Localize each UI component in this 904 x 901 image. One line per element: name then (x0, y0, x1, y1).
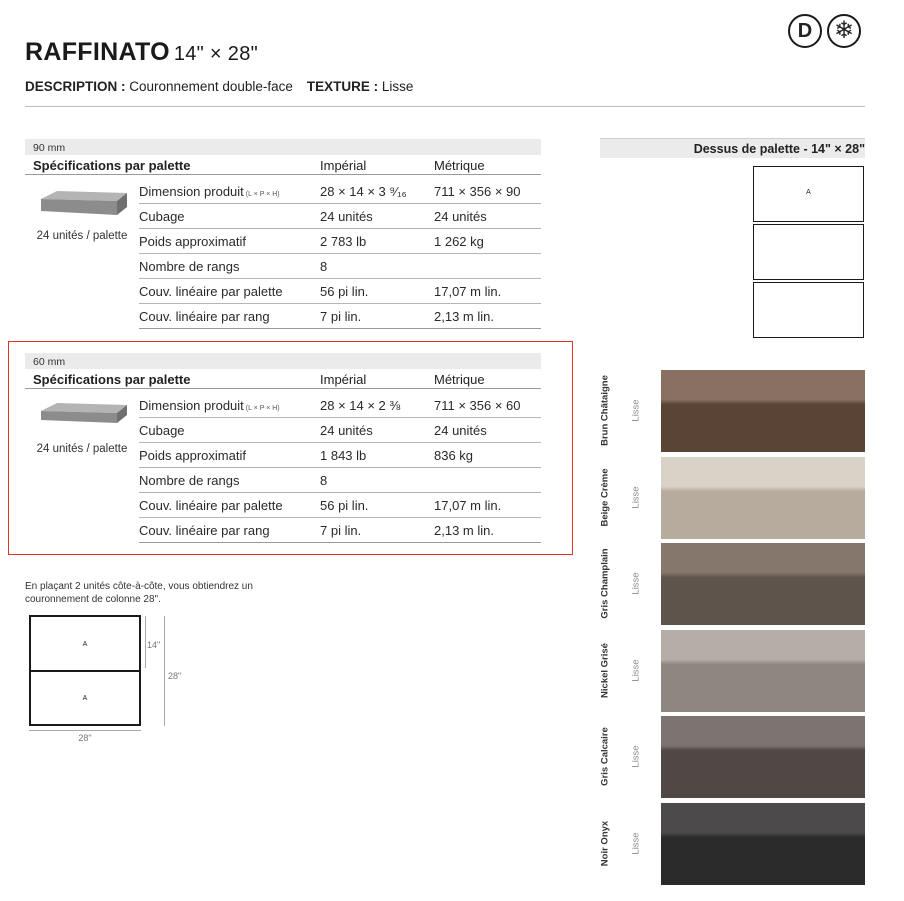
color-swatch (661, 457, 865, 539)
row-label: Cubage (139, 209, 185, 224)
pallet-unit (753, 166, 864, 222)
header-imperial: Impérial (320, 372, 367, 387)
d-badge-icon: D (788, 14, 822, 48)
color-swatch (661, 803, 865, 885)
header-specs: Spécifications par palette (33, 158, 191, 173)
row-metric: 2,13 m lin. (434, 523, 494, 538)
row-metric: 24 unités (434, 423, 487, 438)
row-label: Poids approximatif (139, 234, 246, 249)
color-name: Noir Onyx (599, 820, 611, 866)
row-label: Couv. linéaire par rang (139, 523, 270, 538)
color-texture: Lisse (630, 831, 642, 855)
row-label: Dimension produit (139, 184, 244, 199)
table-row (139, 468, 541, 493)
color-swatch (661, 630, 865, 712)
row-metric: 17,07 m lin. (434, 284, 502, 299)
row-imperial: 24 unités (320, 423, 373, 438)
color-name: Beige Crème (599, 467, 611, 527)
color-name: Nickel Grisé (599, 642, 611, 698)
row-metric: 836 kg (434, 448, 474, 463)
row-sub: (L × P × H) (245, 191, 280, 198)
row-imperial: 1 843 lb (320, 448, 367, 463)
pallet-title: Dessus de palette - 14" × 28" (693, 142, 865, 156)
color-texture: Lisse (630, 658, 642, 682)
color-texture: Lisse (630, 745, 642, 768)
header-metric: Métrique (434, 158, 485, 173)
table-row (139, 179, 541, 204)
row-metric: 711 × 356 × 90 (434, 184, 521, 199)
texture-value: Lisse (381, 79, 414, 94)
table-row (139, 518, 541, 543)
row-label: Nombre de rangs (139, 259, 240, 274)
slab-image (37, 401, 129, 431)
slab-image (37, 189, 129, 219)
table-row (139, 493, 541, 518)
header-imperial: Impérial (320, 158, 367, 173)
color-swatch (661, 543, 865, 625)
diagram-unit-label: A (82, 695, 88, 702)
dim-line-14 (145, 616, 146, 668)
product-size: 14" × 28" (173, 43, 259, 65)
row-imperial: 2 783 lb (320, 234, 367, 249)
row-label: Couv. linéaire par palette (139, 498, 283, 513)
pallet-unit (753, 282, 864, 338)
column-diagram (29, 615, 141, 726)
table-caption-band (25, 139, 541, 155)
row-imperial: 8 (320, 259, 328, 274)
table-caption: 90 mm (33, 142, 66, 154)
table-header (25, 155, 541, 175)
product-title (25, 38, 258, 67)
color-name: Gris Champlain (599, 548, 611, 619)
table-row (139, 254, 541, 279)
table-row (139, 304, 541, 329)
row-metric: 711 × 356 × 60 (434, 398, 521, 413)
table-header (25, 369, 541, 389)
table-row (139, 418, 541, 443)
row-imperial: 24 unités (320, 209, 373, 224)
color-name: Brun Châtaigne (599, 375, 611, 446)
color-texture: Lisse (630, 485, 642, 509)
row-metric: 1 262 kg (434, 234, 484, 249)
table-row (139, 443, 541, 468)
row-sub: (L × P × H) (245, 405, 280, 412)
row-imperial: 56 pi lin. (320, 498, 369, 513)
dim-label-14: 14" (147, 640, 161, 650)
row-label: Poids approximatif (139, 448, 246, 463)
spec-table-60mm (25, 353, 541, 548)
product-name: RAFFINATO (25, 38, 170, 66)
table-row (139, 204, 541, 229)
row-metric: 17,07 m lin. (434, 498, 502, 513)
row-label: Couv. linéaire par rang (139, 309, 270, 324)
row-imperial: 8 (320, 473, 328, 488)
table-row (139, 393, 541, 418)
row-label: Couv. linéaire par palette (139, 284, 283, 299)
color-texture: Lisse (630, 572, 642, 595)
dim-line-28-bottom (29, 730, 141, 731)
row-metric: 24 unités (434, 209, 487, 224)
row-imperial: 28 × 14 × 2 ⅜ (320, 398, 401, 413)
color-name: Gris Calcaire (599, 727, 611, 786)
snowflake-icon: ❄ (827, 14, 861, 48)
table-row (139, 279, 541, 304)
header-metric: Métrique (434, 372, 485, 387)
units-per-pallet: 24 unités / palette (36, 230, 128, 242)
column-note: En plaçant 2 unités côte-à-côte, vous obtiendrez un couronnement de colonne 28". (25, 581, 253, 605)
row-imperial: 56 pi lin. (320, 284, 369, 299)
row-metric: 2,13 m lin. (434, 309, 494, 324)
spec-table-90mm (25, 139, 541, 334)
dim-line-28-side (164, 616, 165, 726)
header-divider (25, 106, 865, 107)
diagram-divider (31, 670, 139, 672)
description-value: Couronnement double-face (129, 79, 293, 94)
pallet-unit-label: A (806, 189, 811, 196)
row-label: Cubage (139, 423, 185, 438)
row-imperial: 7 pi lin. (320, 309, 362, 324)
dim-label-28-bottom: 28" (78, 733, 92, 743)
row-imperial: 28 × 14 × 3 ⁹⁄₁₆ (320, 184, 407, 199)
texture-label: TEXTURE : (306, 79, 379, 94)
color-texture: Lisse (630, 399, 642, 422)
pallet-unit (753, 224, 864, 280)
description-label: DESCRIPTION : (25, 79, 126, 94)
diagram-unit-label: A (82, 641, 88, 648)
description-line (25, 79, 413, 94)
table-caption: 60 mm (33, 356, 66, 368)
row-label: Nombre de rangs (139, 473, 240, 488)
header-specs: Spécifications par palette (33, 372, 191, 387)
row-imperial: 7 pi lin. (320, 523, 362, 538)
color-swatch (661, 716, 865, 798)
table-caption-band (25, 353, 541, 369)
dim-label-28-side: 28" (168, 671, 182, 681)
row-label: Dimension produit (139, 398, 244, 413)
color-swatch (661, 370, 865, 452)
units-per-pallet: 24 unités / palette (36, 443, 128, 455)
table-row (139, 229, 541, 254)
